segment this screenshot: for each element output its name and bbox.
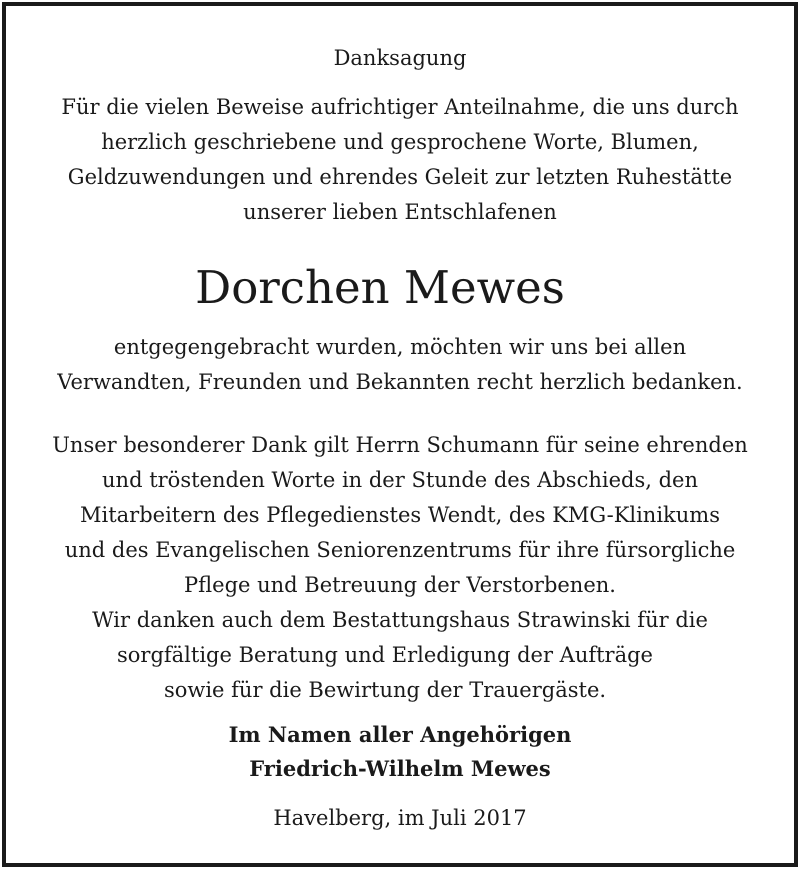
deceased-name: Dorchen Mewes <box>195 261 565 314</box>
thanks-line: entgegengebracht wurden, möchten wir uns bei allen <box>113 335 687 359</box>
special-thanks-line: und des Evangelischen Seniorenzentrums für ihre fürsorgliche <box>64 538 736 562</box>
intro-line: Geldzuwendungen und ehrendes Geleit zur letzten Ruhestätte <box>67 165 733 189</box>
thanks-paragraph <box>6 330 794 400</box>
notice-frame <box>2 2 798 867</box>
special-thanks-paragraph <box>6 428 794 708</box>
intro-line: unserer lieben Entschlafenen <box>243 200 557 224</box>
special-thanks-line: sorgfältige Beratung und Erledigung der Aufträge <box>116 643 653 667</box>
special-thanks-line: und tröstenden Worte in der Stunde des Abschieds, den <box>102 468 698 492</box>
intro-line: herzlich geschriebene und gesprochene Worte, Blumen, <box>101 130 699 154</box>
special-thanks-line: Wir danken auch dem Bestattungshaus Strawinski für die <box>92 608 708 632</box>
special-thanks-line: Mitarbeitern des Pflegedienstes Wendt, des KMG-Klinikums <box>79 503 720 527</box>
intro-line: Für die vielen Beweise aufrichtiger Anteilnahme, die uns durch <box>61 95 739 119</box>
special-thanks-line: Unser besonderer Dank gilt Herrn Schumann für seine ehrenden <box>52 433 748 457</box>
notice-heading: Danksagung <box>333 46 467 70</box>
signature-block <box>6 718 794 786</box>
special-thanks-line: Pflege und Betreuung der Verstorbenen. <box>184 573 616 597</box>
thanks-line: Verwandten, Freunden und Bekannten recht herzlich bedanken. <box>57 370 743 394</box>
signature-name: Friedrich-Wilhelm Mewes <box>249 756 551 781</box>
place-date: Havelberg, im Juli 2017 <box>273 806 527 830</box>
special-thanks-line: sowie für die Bewirtung der Trauergäste. <box>163 678 607 702</box>
intro-paragraph <box>6 90 794 230</box>
signature-line: Im Namen aller Angehörigen <box>228 722 572 747</box>
